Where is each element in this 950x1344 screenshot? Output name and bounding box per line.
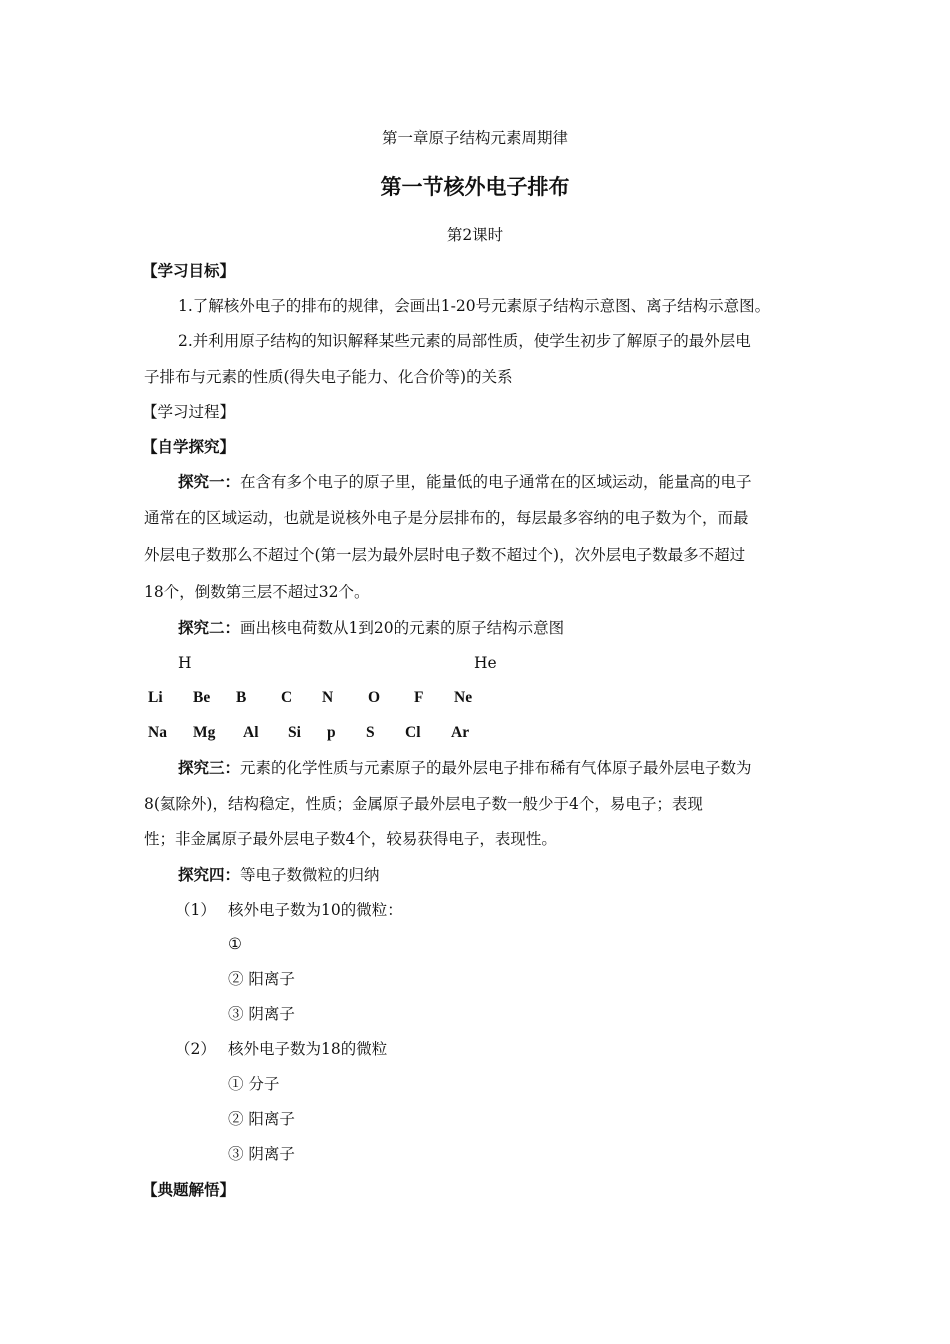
part-1-item: ① xyxy=(228,935,242,953)
element-symbol: Si xyxy=(288,724,301,741)
part-2-number: （2） xyxy=(175,1040,216,1058)
part-1-item: ② 阳离子 xyxy=(228,970,295,988)
element-symbol: Be xyxy=(193,689,211,706)
part-1-item: ③ 阴离子 xyxy=(228,1005,295,1023)
part-2-item: ② 阳离子 xyxy=(228,1110,295,1128)
explore-2-label: 探究二： xyxy=(178,618,241,637)
explore-1-text: 在含有多个电子的原子里，能量低的电子通常在的区域运动，能量高的电子 xyxy=(240,473,752,491)
explore-1-line-2: 通常在的区域运动，也就是说核外电子是分层排布的，每层最多容纳的电子数为个，而最 xyxy=(144,509,749,527)
element-symbol: Na xyxy=(148,724,167,741)
element-symbol: Cl xyxy=(405,724,421,741)
explore-3-label: 探究三： xyxy=(178,758,241,777)
element-symbol: Li xyxy=(148,689,163,706)
element-symbol: Ar xyxy=(451,724,470,741)
explore-1-label: 探究一： xyxy=(178,472,241,491)
part-1-number: （1） xyxy=(175,901,216,919)
goal-item-1: 1.了解核外电子的排布的规律，会画出1-20号元素原子结构示意图、离子结构示意图。 xyxy=(178,297,771,315)
element-symbol: C xyxy=(281,689,293,706)
explore-3-line-3: 性；非金属原子最外层电子数4个，较易获得电子，表现性。 xyxy=(144,830,557,848)
explore-4-line xyxy=(178,865,380,885)
explore-1-line-3: 外层电子数那么不超过个(第一层为最外层时电子数不超过个)，次外层电子数最多不超过 xyxy=(144,546,746,564)
element-symbol: H xyxy=(178,654,192,672)
chapter-title: 第一章原子结构元素周期律 xyxy=(381,129,568,147)
process-heading: 【学习过程】 xyxy=(142,403,236,421)
explore-3-line-1 xyxy=(178,758,752,778)
part-2-item: ① 分子 xyxy=(228,1075,280,1093)
element-symbol: Al xyxy=(243,724,259,741)
lesson-label: 第2课时 xyxy=(446,226,504,244)
goal-item-2-line-2: 子排布与元素的性质(得失电子能力、化合价等)的关系 xyxy=(144,368,513,386)
element-symbol: N xyxy=(322,689,334,706)
element-symbol: S xyxy=(366,724,375,741)
explore-2-text: 画出核电荷数从1到20的元素的原子结构示意图 xyxy=(240,619,565,637)
explore-4-label: 探究四： xyxy=(178,865,241,884)
part-1-title: 核外电子数为10的微粒： xyxy=(228,901,403,919)
goals-heading: 【学习目标】 xyxy=(142,261,236,280)
explore-2-line xyxy=(178,618,564,638)
element-symbol: B xyxy=(236,689,247,706)
explore-1-line-4: 18个，倒数第三层不超过32个。 xyxy=(144,583,370,601)
goal-item-2-line-1: 2.并利用原子结构的知识解释某些元素的局部性质，使学生初步了解原子的最外层电 xyxy=(178,332,751,350)
explore-3-text: 元素的化学性质与元素原子的最外层电子排布稀有气体原子最外层电子数为 xyxy=(240,759,752,777)
element-symbol: Ne xyxy=(454,689,473,706)
element-symbol: F xyxy=(414,689,424,706)
section-title: 第一节核外电子排布 xyxy=(380,175,570,199)
examples-heading: 【典题解悟】 xyxy=(142,1180,236,1199)
element-symbol: p xyxy=(327,724,336,741)
explore-3-line-2: 8(氦除外)，结构稳定，性质；金属原子最外层电子数一般少于4个，易电子；表现 xyxy=(144,795,703,813)
element-symbol: O xyxy=(368,689,381,706)
self-study-heading: 【自学探究】 xyxy=(142,437,236,456)
explore-1-line-1 xyxy=(178,472,752,492)
element-symbol: He xyxy=(474,654,497,672)
element-symbol: Mg xyxy=(193,724,216,741)
explore-4-text: 等电子数微粒的归纳 xyxy=(240,866,380,884)
part-2-title: 核外电子数为18的微粒 xyxy=(228,1040,388,1058)
part-2-item: ③ 阴离子 xyxy=(228,1145,295,1163)
